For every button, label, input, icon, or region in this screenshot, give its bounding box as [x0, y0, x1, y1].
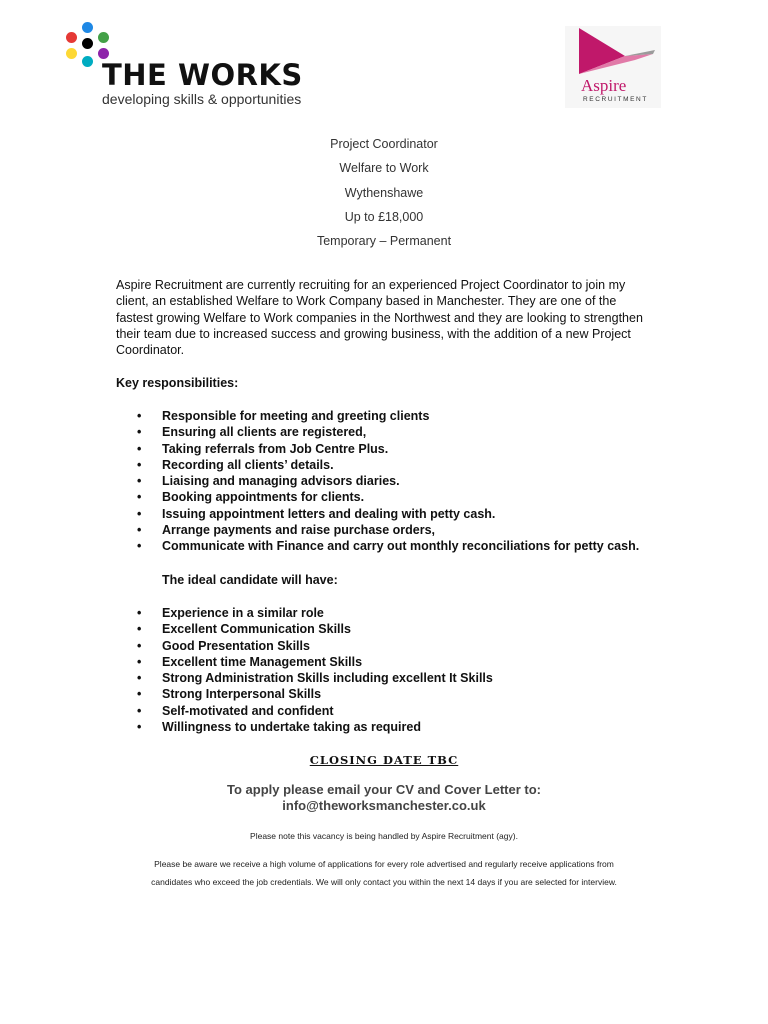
aspire-logo-subtitle: RECRUITMENT	[583, 96, 648, 103]
logo-dot	[98, 32, 109, 43]
list-item: • Booking appointments for clients.	[116, 489, 676, 505]
apply-instruction: To apply please email your CV and Cover Letter to:	[227, 782, 541, 797]
logo-dot	[82, 22, 93, 33]
closing-date: CLOSING DATE TBC	[309, 753, 459, 767]
aspire-logo-name: Aspire	[581, 76, 627, 95]
candidate-heading: The ideal candidate will have:	[162, 573, 338, 587]
works-logo-tagline: developing skills & opportunities	[102, 91, 302, 107]
the-works-logo	[66, 22, 306, 110]
volume-note-line2: candidates who exceed the job credentials. We will only contact you within the next 14 days if you are selected for interview.	[151, 877, 617, 887]
list-item: • Arrange payments and raise purchase orders,	[116, 522, 676, 538]
aspire-recruitment-logo	[565, 26, 661, 108]
list-item: • Excellent time Management Skills	[116, 654, 676, 670]
job-salary: Up to £18,000	[344, 210, 424, 224]
logo-dot	[82, 56, 93, 67]
list-item: • Good Presentation Skills	[116, 638, 676, 654]
job-sector: Welfare to Work	[339, 161, 429, 175]
list-item: • Liaising and managing advisors diaries.	[116, 473, 676, 489]
job-location: Wythenshawe	[344, 186, 424, 200]
list-item: • Self-motivated and confident	[116, 703, 676, 719]
list-item: • Issuing appointment letters and dealing with petty cash.	[116, 506, 676, 522]
responsibilities-list	[116, 408, 676, 555]
list-item: • Excellent Communication Skills	[116, 621, 676, 637]
list-item: • Willingness to undertake taking as required	[116, 719, 676, 735]
list-item: • Responsible for meeting and greeting clients	[116, 408, 676, 424]
works-logo-name: THE WORKS	[102, 58, 303, 92]
intro-paragraph: Aspire Recruitment are currently recruiting for an experienced Project Coordinator to join my client, an established Welfare to Work Company based in Manchester. They are one of the fastest growing Welfare to Work companies in the Northwest and they are looking to strengthen their team due to increased success and growing business, with the addition of a new Project Coordinator.	[116, 278, 643, 358]
logo-dot	[82, 38, 93, 49]
candidate-list	[116, 605, 676, 735]
job-type: Temporary – Permanent	[316, 234, 452, 248]
logo-dot	[66, 32, 77, 43]
list-item: • Strong Interpersonal Skills	[116, 686, 676, 702]
list-item: • Taking referrals from Job Centre Plus.	[116, 441, 676, 457]
logo-dot	[66, 48, 77, 59]
apply-email-link[interactable]: info@theworksmanchester.co.uk	[282, 798, 486, 813]
list-item: • Ensuring all clients are registered,	[116, 424, 676, 440]
list-item: • Experience in a similar role	[116, 605, 676, 621]
responsibilities-heading: Key responsibilities:	[116, 376, 239, 390]
list-item: • Strong Administration Skills including excellent It Skills	[116, 670, 676, 686]
list-item: • Communicate with Finance and carry out monthly reconciliations for petty cash.	[116, 538, 676, 554]
job-title: Project Coordinator	[330, 137, 438, 151]
agency-note: Please note this vacancy is being handled by Aspire Recruitment (agy).	[250, 831, 518, 841]
volume-note-line1: Please be aware we receive a high volume of applications for every role advertised and regularly receive applications from	[154, 859, 614, 869]
list-item: • Recording all clients’ details.	[116, 457, 676, 473]
